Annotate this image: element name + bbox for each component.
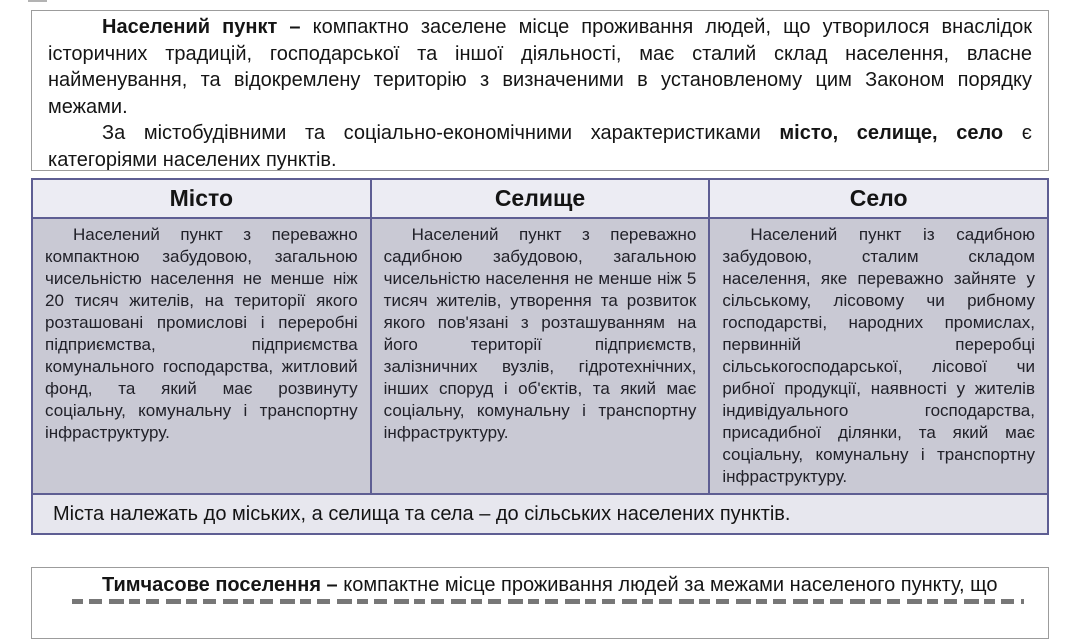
table-cell-city-definition <box>33 219 370 493</box>
table-cell-township-definition <box>372 219 709 493</box>
township-definition-text: Населений пункт з переважно садибною забудовою, загальною чисельністю населення не менше ніж 5 тисяч жителів, утворення та розвиток якого пов'язані з розташуванням на його території підприємств, залізничних вузлів, гідротехнічних, інших споруд і об'єктів, та який має соціальну, комунальну і транспортну інфраструктуру. <box>383 225 697 442</box>
settlement-definition-block <box>31 10 1049 171</box>
city-definition-text: Населений пункт з переважно компактною забудовою, загальною чисельністю населення не менше ніж 20 тисяч жителів, на території якого розташовані промислові і переробні підприємства, підприємства комунального господарства, житловий фонд, та який має розвинуту соціальну, комунальну і транспортну інфраструктуру. <box>45 225 358 442</box>
definition-paragraph <box>48 14 1032 120</box>
temporary-settlement-block <box>31 567 1049 639</box>
footer-note-text: Міста належать до міських, а селища та села – до сільських населених пунктів. <box>53 502 791 525</box>
definition-term: Населений пункт – <box>102 16 313 38</box>
settlement-types-table <box>31 178 1049 535</box>
table-header-city: Місто <box>33 180 370 217</box>
table-footer-note <box>33 495 1047 533</box>
top-edge-artifact <box>28 0 47 2</box>
temporary-settlement-text: компактне місце проживання людей за межами населеного пункту, що <box>343 574 998 596</box>
village-definition-text: Населений пункт із садибною забудовою, сталим складом населення, яке переважно зайняте у сільському, лісовому чи рибному господарстві, народних промислах, первинній переробці сільськогосподарської, лісової чи рибної продукції, наявності у жителів індивідуального господарства, присадибної ділянки, та який має соціальну, комунальну і транспортну інфраструктуру. <box>722 225 1035 486</box>
table-header-township: Селище <box>372 180 709 217</box>
categories-terms: місто, селище, село <box>779 122 1004 144</box>
table-cell-village-definition <box>710 219 1047 493</box>
temporary-settlement-paragraph <box>48 573 1032 597</box>
categories-text-pre: За містобудівними та соціально-економічними характеристиками <box>102 122 780 144</box>
temporary-settlement-term: Тимчасове поселення – <box>102 574 344 596</box>
categories-text-post: є категоріями населених пунктів. <box>48 122 1032 171</box>
definition-text: компактно заселене місце проживання людей, що утворилося внаслідок історичних традицій, господарської та іншої діяльності, має сталий склад населення, власне найменування, та відокремлену територію з визначеними в установленому цим Законом порядку межами. <box>48 16 1032 118</box>
categories-paragraph <box>48 120 1032 173</box>
table-header-village: Село <box>710 180 1047 217</box>
